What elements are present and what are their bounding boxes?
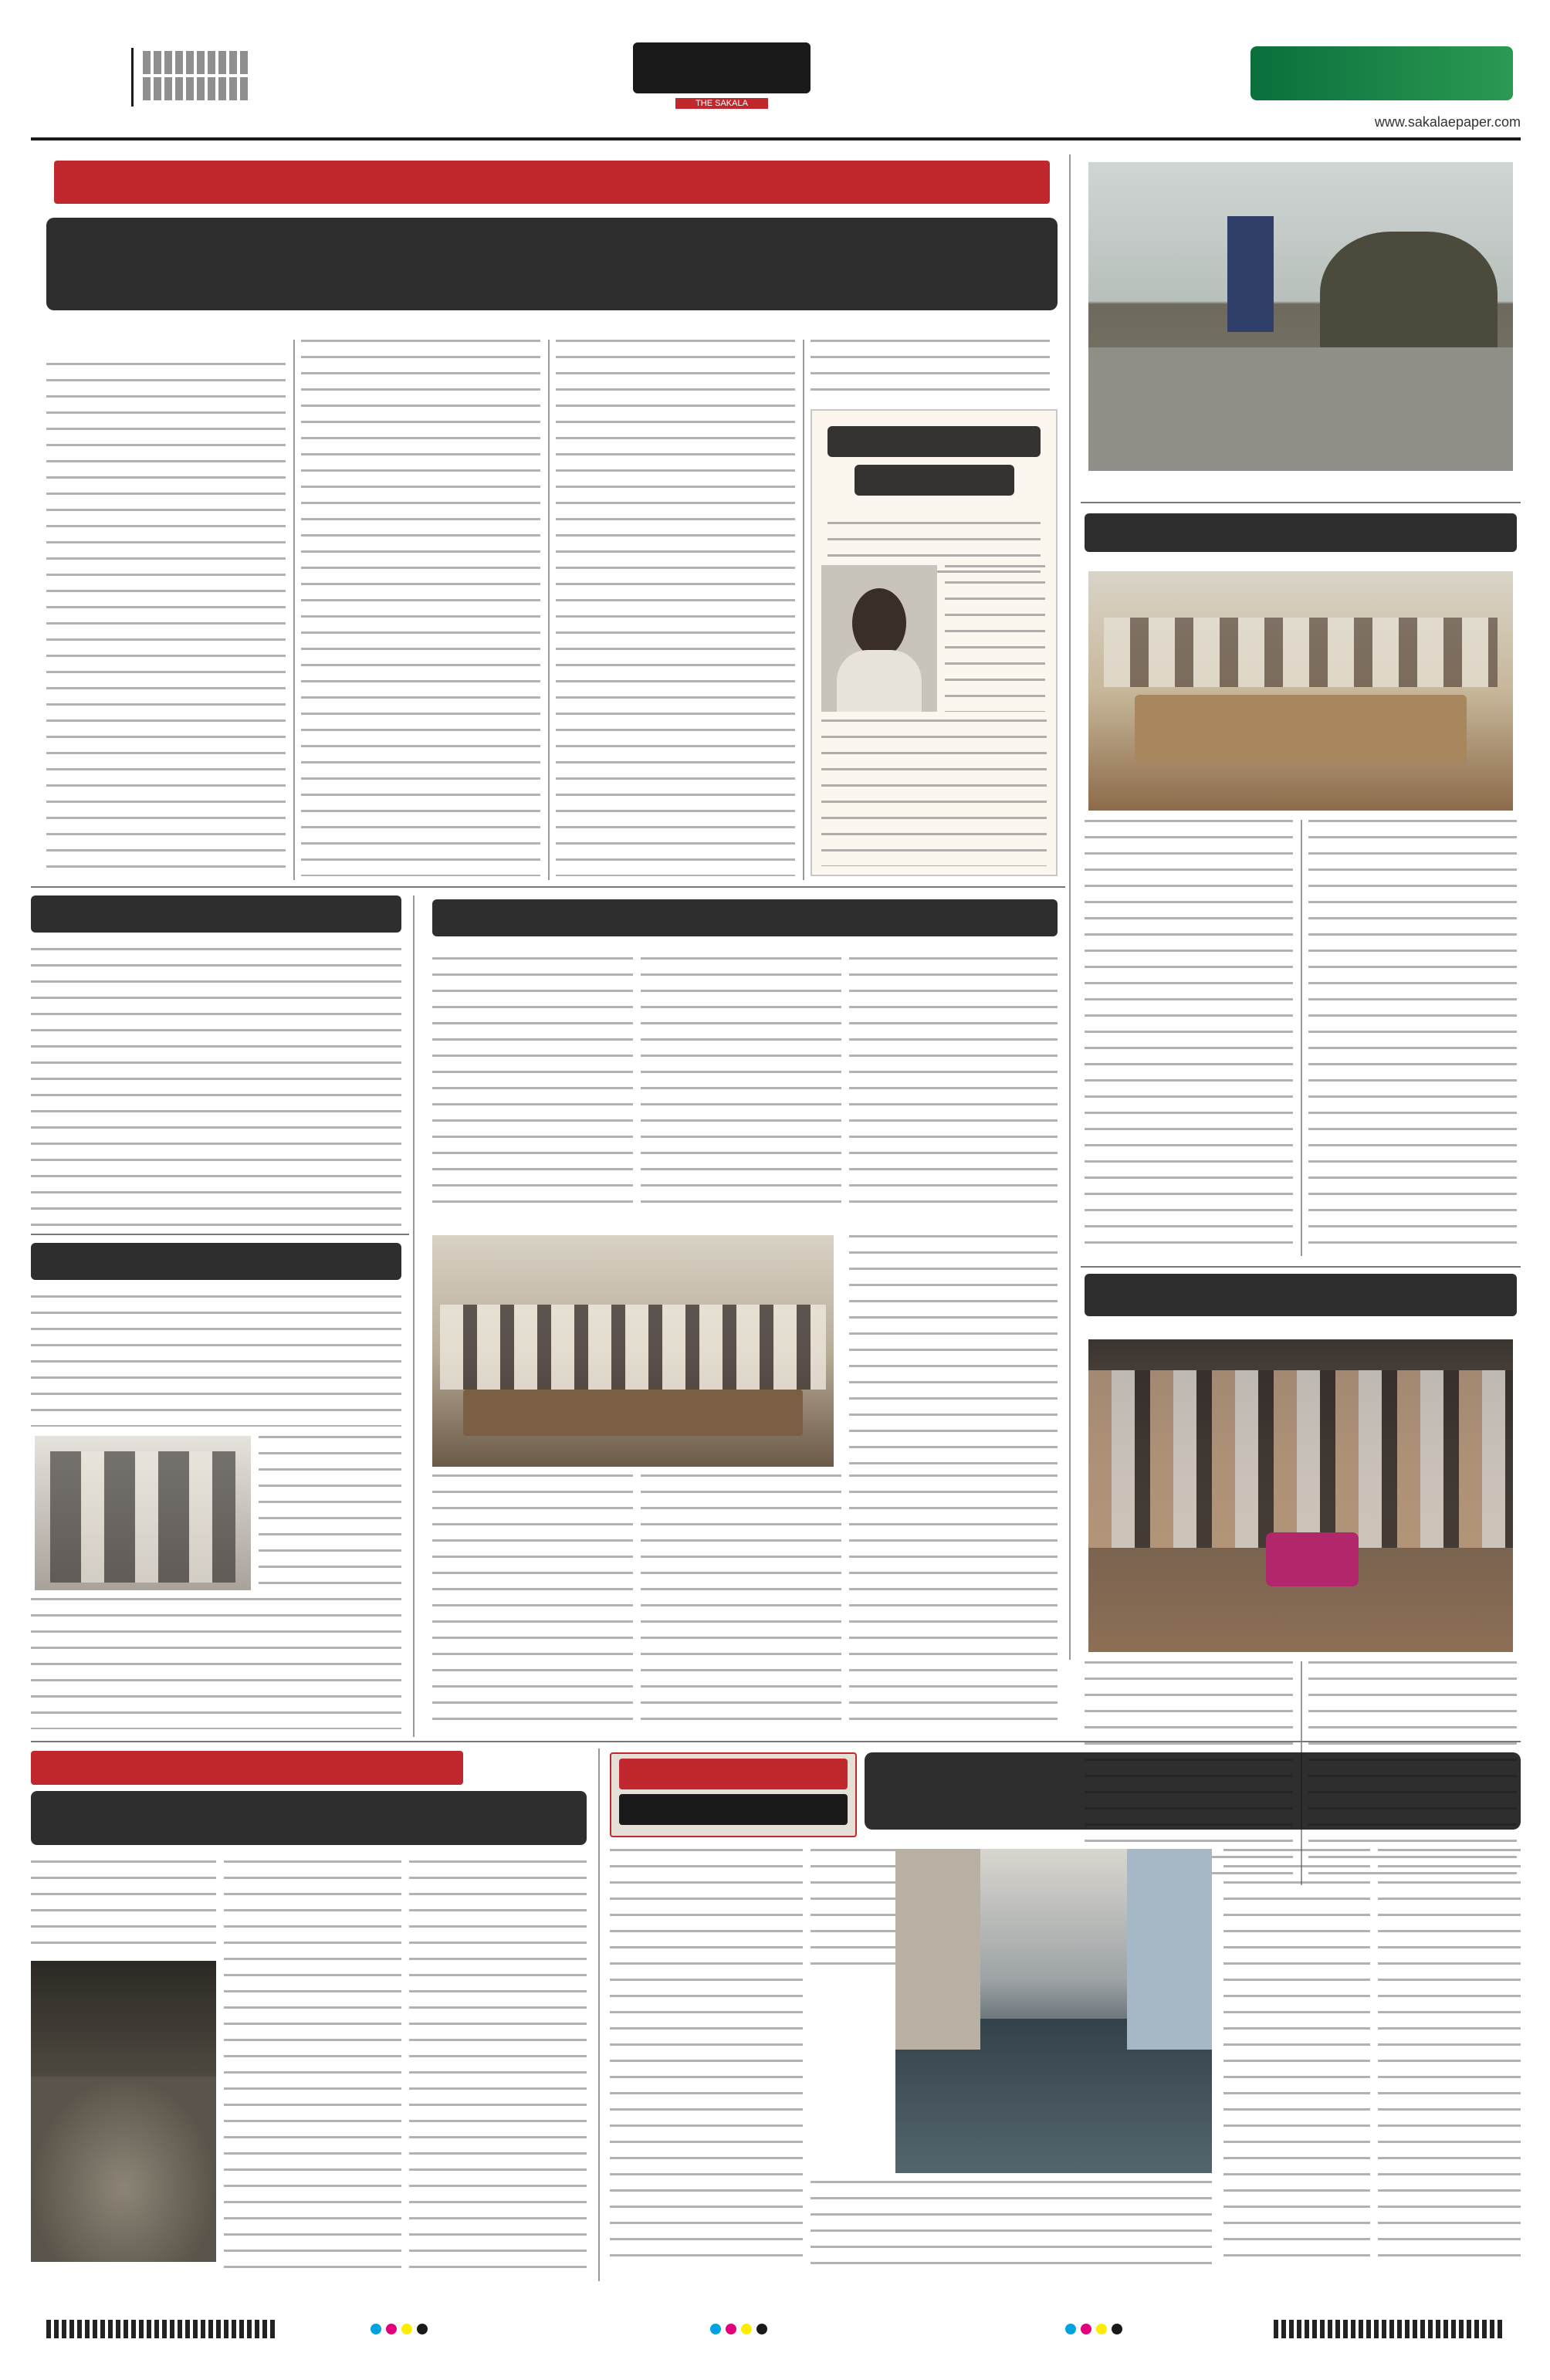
road-headline-type bbox=[31, 1791, 587, 1845]
gudeswar-headline-type bbox=[1085, 1274, 1517, 1316]
column-rule bbox=[293, 340, 295, 880]
section-rule bbox=[31, 886, 1065, 888]
student-photo-shoulders bbox=[837, 650, 922, 712]
road-body-col-3 bbox=[409, 1860, 587, 2270]
road-headline bbox=[31, 1791, 587, 1853]
sheetalsasthi-body-col-4 bbox=[432, 1474, 633, 1729]
column-rule bbox=[1301, 820, 1302, 1256]
conference-table bbox=[1135, 695, 1467, 764]
topper-headline-line-1 bbox=[827, 426, 1041, 457]
cyan-dot bbox=[1065, 2324, 1076, 2334]
bangladeshi-body-col-2 bbox=[1308, 820, 1517, 1256]
student-photo bbox=[821, 565, 937, 712]
magenta-dot bbox=[386, 2324, 397, 2334]
topper-body-side bbox=[945, 565, 1045, 712]
section-title-mark bbox=[1250, 46, 1513, 100]
logo-mark bbox=[633, 42, 811, 93]
topper-headline-line-2 bbox=[855, 465, 1014, 496]
drain-headline bbox=[865, 1752, 1521, 1837]
lead-body-col-2 bbox=[301, 340, 540, 876]
column-rule bbox=[803, 340, 804, 880]
column-rule bbox=[1069, 154, 1071, 1660]
topper-headline bbox=[827, 426, 1041, 511]
drain-body-col-4 bbox=[1223, 1849, 1370, 2270]
aid-photo-people bbox=[50, 1451, 235, 1583]
sheetalsasthi-body-col-3b bbox=[849, 1235, 1058, 1467]
logo-subtitle: THE SAKALA bbox=[695, 99, 748, 108]
sheetalsasthi-body-col-1 bbox=[432, 957, 633, 1212]
newspaper-logo bbox=[633, 42, 811, 120]
cancer-aid-headline bbox=[31, 1243, 401, 1289]
committee-members bbox=[440, 1305, 826, 1390]
bangladeshi-headline-type bbox=[1085, 513, 1517, 552]
committee-meeting-photo bbox=[432, 1235, 834, 1467]
yellow-dot bbox=[741, 2324, 752, 2334]
black-dot bbox=[1112, 2324, 1122, 2334]
drain-body-bottom bbox=[811, 2181, 1212, 2270]
date-line-1 bbox=[143, 51, 251, 74]
road-surface bbox=[1088, 347, 1513, 471]
lead-body-col-3 bbox=[556, 340, 795, 876]
aid-handover-photo bbox=[35, 1436, 251, 1590]
magenta-dot bbox=[1081, 2324, 1091, 2334]
muddy-road-photo bbox=[31, 1961, 216, 2262]
column-rule bbox=[413, 895, 415, 1737]
ceremony-people bbox=[1088, 1370, 1513, 1548]
drain-kicker-box bbox=[610, 1752, 857, 1837]
sheetalsasthi-body-col-2 bbox=[641, 957, 841, 1212]
sheetalsasthi-body-col-6 bbox=[849, 1474, 1058, 1729]
lane-wall-right bbox=[1127, 1849, 1212, 2050]
sheetalsasthi-headline-type bbox=[432, 899, 1058, 936]
date-line-2 bbox=[143, 77, 251, 100]
lead-body-col-4 bbox=[811, 340, 1050, 401]
mud-surface bbox=[31, 2077, 216, 2262]
cancer-aid-body-side bbox=[259, 1436, 401, 1590]
sheetalsasthi-body-col-5 bbox=[641, 1474, 841, 1729]
section-rule bbox=[1081, 502, 1521, 503]
yellow-dot bbox=[1096, 2324, 1107, 2334]
gudeswar-headline bbox=[1085, 1274, 1517, 1328]
lead-kicker-bar bbox=[54, 161, 1050, 204]
sheetalsasthi-body-col-3 bbox=[849, 957, 1058, 1212]
yellow-dot bbox=[401, 2324, 412, 2334]
sheetalsasthi-headline bbox=[432, 899, 1058, 946]
road-kicker-bar bbox=[31, 1751, 463, 1785]
print-color-bar-left bbox=[46, 2320, 278, 2338]
street-photo-caption bbox=[1088, 477, 1513, 497]
black-dot bbox=[417, 2324, 428, 2334]
registration-marks bbox=[710, 2324, 818, 2334]
column-rule bbox=[598, 1749, 600, 2281]
topper-box bbox=[811, 409, 1058, 876]
issue-date bbox=[131, 48, 301, 107]
drain-body-col-1 bbox=[610, 1849, 803, 2270]
meeting-attendees bbox=[1104, 618, 1498, 687]
drain-kicker-line-2-bg bbox=[619, 1794, 848, 1825]
lead-headline-type bbox=[46, 218, 1058, 310]
road-body-col-2 bbox=[224, 1860, 401, 2270]
student-photo-head bbox=[852, 588, 906, 658]
waterlogged-lane-photo bbox=[895, 1849, 1212, 2173]
cancer-aid-body-top bbox=[31, 1295, 401, 1427]
car-body-headline-type bbox=[31, 895, 401, 933]
cyan-dot bbox=[371, 2324, 381, 2334]
topper-body-bottom bbox=[821, 719, 1047, 866]
cyan-dot bbox=[710, 2324, 721, 2334]
street-tree-photo bbox=[1088, 162, 1513, 471]
cancer-aid-body-bottom bbox=[31, 1598, 401, 1729]
registration-marks bbox=[371, 2324, 479, 2334]
registration-marks bbox=[1065, 2324, 1173, 2334]
lane-wall-left bbox=[895, 1849, 980, 2050]
bangladeshi-body-col-1 bbox=[1085, 820, 1293, 1256]
lead-body-col-1 bbox=[46, 363, 286, 876]
cancer-aid-headline-type bbox=[31, 1243, 401, 1280]
ceremony-photo bbox=[1088, 1339, 1513, 1652]
print-color-bar-right bbox=[1274, 2320, 1505, 2338]
masthead-rule bbox=[31, 137, 1521, 140]
magenta-dot bbox=[726, 2324, 736, 2334]
black-dot bbox=[756, 2324, 767, 2334]
column-rule bbox=[548, 340, 550, 880]
page-number bbox=[31, 46, 124, 108]
section-rule bbox=[1081, 1266, 1521, 1268]
drain-headline-type bbox=[865, 1752, 1521, 1830]
lead-headline bbox=[46, 208, 1058, 324]
section-rule bbox=[31, 1234, 409, 1235]
car-body-body bbox=[31, 948, 401, 1226]
section-title bbox=[1250, 46, 1513, 108]
drain-body-col-5 bbox=[1378, 1849, 1521, 2270]
lead-byline bbox=[85, 340, 239, 358]
signboard bbox=[1227, 216, 1274, 332]
bangladeshi-headline bbox=[1085, 513, 1517, 560]
committee-table bbox=[463, 1390, 803, 1436]
meeting-photo bbox=[1088, 571, 1513, 811]
website-url[interactable]: www.sakalaepaper.com bbox=[1374, 114, 1521, 130]
drain-kicker-line-1-bg bbox=[619, 1759, 848, 1789]
car-body-headline bbox=[31, 895, 401, 942]
road-body-col-1a bbox=[31, 1860, 216, 1953]
section-rule bbox=[31, 1741, 1521, 1742]
offering-cloth bbox=[1266, 1532, 1359, 1586]
